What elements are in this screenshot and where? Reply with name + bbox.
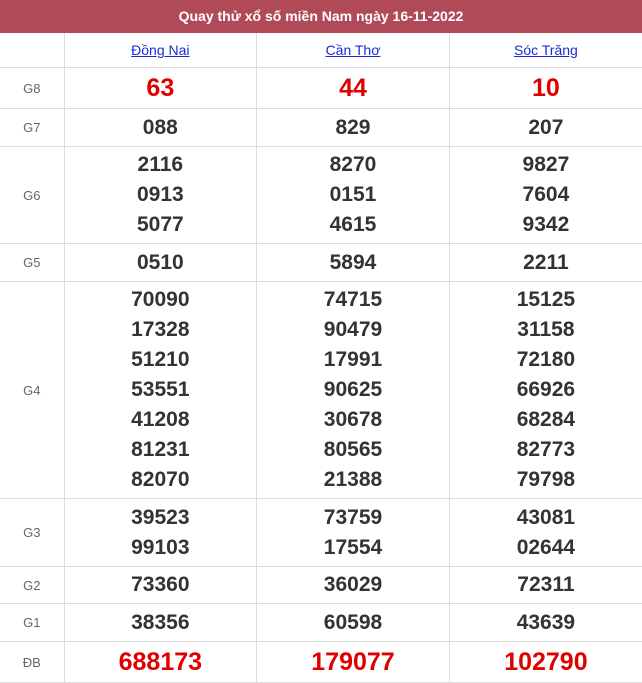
prize-number: 63 bbox=[146, 74, 175, 102]
province-link-soc-trang[interactable]: Sóc Trăng bbox=[513, 42, 578, 58]
prize-cell bbox=[449, 567, 642, 604]
prize-number: 72311 bbox=[517, 573, 575, 596]
prize-number: 5894 bbox=[329, 250, 377, 274]
prize-cell bbox=[449, 282, 642, 499]
province-link-can-tho[interactable]: Cần Thơ bbox=[325, 42, 381, 58]
prize-row-g2 bbox=[0, 567, 642, 604]
prize-number: 73360 bbox=[131, 573, 190, 596]
prize-number: 60598 bbox=[323, 610, 383, 634]
prize-cell bbox=[257, 604, 450, 642]
prize-number: 088 bbox=[142, 115, 178, 139]
prize-number: 0151 bbox=[329, 183, 377, 206]
prize-number: 38356 bbox=[131, 610, 190, 634]
prize-number: 179077 bbox=[311, 648, 395, 676]
prize-number: 02644 bbox=[516, 535, 576, 559]
prize-number: 688173 bbox=[118, 648, 203, 676]
prize-label: G2 bbox=[0, 567, 64, 604]
prize-number: 39523 bbox=[131, 505, 190, 529]
prize-number: 10 bbox=[532, 74, 560, 102]
prize-cell bbox=[449, 604, 642, 642]
prize-label: G7 bbox=[0, 109, 64, 147]
prize-number: 66926 bbox=[516, 378, 576, 401]
prize-number: 21388 bbox=[323, 468, 383, 491]
prize-number: 102790 bbox=[504, 648, 588, 676]
prize-number: 17554 bbox=[323, 535, 383, 559]
prize-number: 17991 bbox=[323, 348, 383, 371]
prize-number: 207 bbox=[528, 115, 564, 139]
prize-cell bbox=[64, 567, 257, 604]
prize-number: 36029 bbox=[323, 573, 383, 596]
results-table bbox=[0, 33, 642, 683]
prize-number: 829 bbox=[335, 115, 371, 139]
prize-cell bbox=[449, 147, 642, 244]
province-header bbox=[449, 33, 642, 68]
prize-label: ĐB bbox=[0, 642, 64, 683]
prize-label: G6 bbox=[0, 147, 64, 244]
prize-cell bbox=[257, 109, 450, 147]
prize-number: 2211 bbox=[523, 250, 569, 274]
prize-row-g4 bbox=[0, 282, 642, 499]
prize-label: G4 bbox=[0, 282, 64, 499]
prize-row-g6 bbox=[0, 147, 642, 244]
corner-cell bbox=[0, 33, 64, 68]
province-header bbox=[257, 33, 450, 68]
prize-number: 68284 bbox=[516, 408, 576, 431]
prize-label: G5 bbox=[0, 244, 64, 282]
prize-cell bbox=[64, 147, 257, 244]
prize-cell bbox=[64, 109, 257, 147]
prize-cell bbox=[257, 244, 450, 282]
prize-number: 43639 bbox=[516, 610, 576, 634]
prize-row-g8 bbox=[0, 68, 642, 109]
prize-number: 15125 bbox=[516, 288, 576, 311]
prize-label: G3 bbox=[0, 499, 64, 567]
prize-cell bbox=[257, 282, 450, 499]
prize-cell bbox=[64, 499, 257, 567]
prize-number: 0510 bbox=[136, 250, 184, 274]
prize-number: 0913 bbox=[136, 183, 184, 206]
prize-label: G8 bbox=[0, 68, 64, 109]
prize-number: 44 bbox=[339, 74, 367, 102]
province-link-dong-nai[interactable]: Đồng Nai bbox=[131, 42, 190, 58]
prize-number: 99103 bbox=[131, 535, 190, 559]
prize-cell bbox=[449, 499, 642, 567]
prize-number: 82773 bbox=[516, 438, 576, 461]
prize-number: 43081 bbox=[516, 505, 576, 529]
prize-number: 80565 bbox=[323, 438, 383, 461]
prize-number: 9827 bbox=[522, 153, 570, 176]
prize-cell bbox=[257, 68, 450, 109]
prize-row-g3 bbox=[0, 499, 642, 567]
prize-label: G1 bbox=[0, 604, 64, 642]
prize-number: 5077 bbox=[136, 213, 184, 236]
prize-cell bbox=[64, 282, 257, 499]
prize-cell bbox=[64, 68, 257, 109]
prize-cell bbox=[64, 244, 257, 282]
prize-number: 9342 bbox=[522, 213, 570, 236]
prize-number: 70090 bbox=[131, 288, 190, 311]
prize-number: 73759 bbox=[323, 505, 383, 529]
prize-cell bbox=[64, 642, 257, 683]
prize-row-special bbox=[0, 642, 642, 683]
prize-number: 90625 bbox=[323, 378, 383, 401]
prize-number: 82070 bbox=[131, 468, 190, 491]
prize-number: 41208 bbox=[131, 408, 190, 431]
prize-cell bbox=[64, 604, 257, 642]
prize-number: 17328 bbox=[131, 318, 190, 341]
page-title: Quay thử xổ số miền Nam ngày 16-11-2022 bbox=[0, 0, 642, 33]
province-header-row bbox=[0, 33, 642, 68]
prize-cell bbox=[257, 499, 450, 567]
prize-number: 51210 bbox=[131, 348, 190, 371]
prize-number: 53551 bbox=[131, 378, 190, 401]
prize-cell bbox=[449, 244, 642, 282]
prize-number: 72180 bbox=[516, 348, 576, 371]
prize-cell bbox=[257, 642, 450, 683]
prize-number: 90479 bbox=[323, 318, 383, 341]
prize-number: 30678 bbox=[323, 408, 383, 431]
prize-cell bbox=[449, 109, 642, 147]
prize-cell bbox=[449, 642, 642, 683]
prize-cell bbox=[449, 68, 642, 109]
prize-number: 8270 bbox=[329, 153, 377, 176]
prize-cell bbox=[257, 147, 450, 244]
prize-number: 7604 bbox=[522, 183, 570, 206]
prize-number: 79798 bbox=[516, 468, 576, 491]
prize-number: 2116 bbox=[137, 153, 184, 176]
province-header bbox=[64, 33, 257, 68]
prize-row-g5 bbox=[0, 244, 642, 282]
prize-number: 74715 bbox=[323, 288, 383, 311]
prize-number: 81231 bbox=[131, 438, 190, 461]
prize-row-g1 bbox=[0, 604, 642, 642]
prize-number: 31158 bbox=[517, 318, 575, 341]
prize-number: 4615 bbox=[329, 213, 377, 236]
prize-row-g7 bbox=[0, 109, 642, 147]
prize-cell bbox=[257, 567, 450, 604]
